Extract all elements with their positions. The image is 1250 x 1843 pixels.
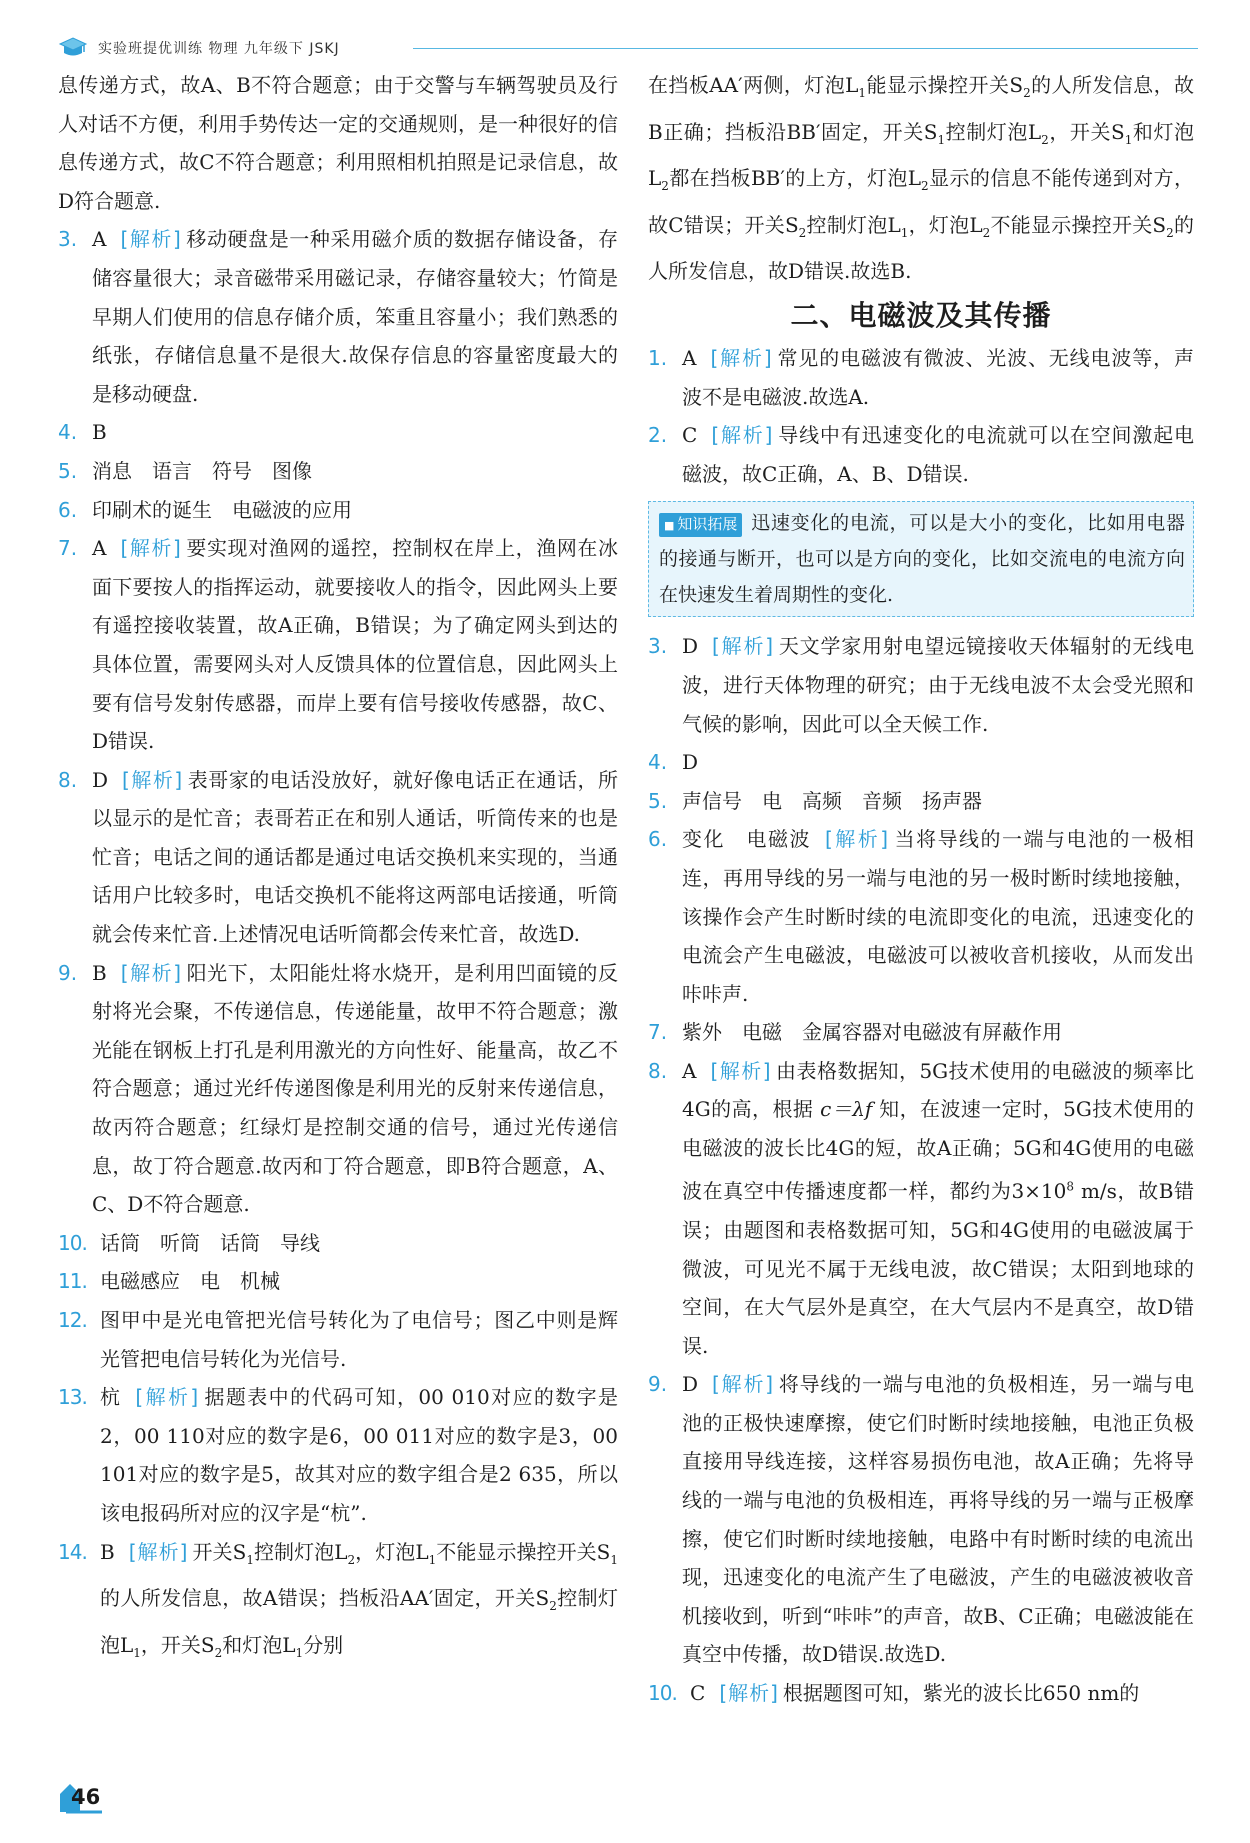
answer-item-3: [648, 627, 1194, 743]
answer-choice: A: [682, 1058, 697, 1083]
page-number-badge: [58, 1782, 108, 1814]
answer-item-1: [648, 339, 1194, 416]
item-number: 13.: [58, 1385, 87, 1410]
answer-text: 据题表中的代码可知，00 010对应的数字是2，00 110对应的数字是6，00 011对应的数字是3，00 101对应的数字是5，故其对应的数字组合是2 635，所以该电报码所对应的汉字是“杭”.: [100, 1385, 619, 1525]
item-number: 5.: [648, 788, 668, 813]
answer-choice: B: [92, 960, 107, 985]
item-number: 8.: [58, 767, 78, 792]
answer-choice: D: [682, 1372, 699, 1397]
item-number: 7.: [58, 536, 78, 561]
item-number: 9.: [58, 960, 78, 985]
analysis-tag: [解析]: [712, 1372, 775, 1397]
analysis-tag: [解析]: [120, 227, 182, 252]
analysis-tag: [解析]: [824, 827, 890, 852]
answer-item-4: [58, 413, 618, 452]
answer-item-10: [648, 1674, 1194, 1713]
answer-text: 消息 语言 符号 图像: [92, 458, 312, 483]
item-number: 9.: [648, 1372, 668, 1397]
answer-text: 开关$S_1$控制灯泡$L_2$，灯泡$L_1$不能显示操控开关$S_1$的人所发信息，故A错误；挡板沿AA′固定，开关$S_2$控制灯泡$L_1$，开关$S_2$和灯泡$L_1$分别: [100, 1539, 619, 1660]
answer-text: 根据题图可知，紫光的波长比650 nm的: [782, 1681, 1140, 1706]
answer-text: 要实现对渔网的遥控，控制权在岸上，渔网在冰面下要按人的指挥运动，就要接收人的指令，因此网头上要有遥控接收装置，故A正确，B错误；为了确定网头到达的具体位置，需要网头对人反馈具体的位置信息，因此网头上要有信号发射传感器，而岸上要有信号接收传感器，故C、D错误.: [92, 536, 619, 754]
item-number: 3.: [58, 227, 78, 252]
answer-choice: A: [682, 345, 697, 370]
analysis-tag: [解析]: [719, 1681, 779, 1706]
answer-choice: A: [92, 227, 107, 252]
tip-marker-icon: ■: [664, 519, 675, 533]
analysis-tag: [解析]: [710, 345, 773, 370]
item-number: 4.: [648, 750, 668, 775]
answer-item-5: [648, 782, 1194, 821]
item-number: 5.: [58, 458, 78, 483]
answer-item-4: [648, 743, 1194, 782]
answer-text: 将导线的一端与电池的负极相连，另一端与电池的正极快速摩擦，使它们时断时续地接触，电池正负极直接用导线连接，这样容易损伤电池，故A正确；先将导线的一端与电池的负极相连，再将导线的另一端与正极摩擦，使它们时断时续地接触，电路中有时断时续的电流出现，迅速变化的电流产生了电磁波，产生的电磁波被收音机接收到，听到“咔咔”的声音，故B、C正确；电磁波能在真空中传播，故D错误.故选D.: [682, 1372, 1194, 1667]
answer-text: 导线中有迅速变化的电流就可以在空间激起电磁波，故C正确，A、B、D错误.: [682, 423, 1195, 486]
answer-choice: D: [682, 634, 699, 659]
item-number: 3.: [648, 634, 668, 659]
continued-paragraph-right: 在挡板AA′两侧，灯泡$L_1$能显示操控开关$S_2$的人所发信息，故B正确；挡板沿BB′固定，开关$S_1$控制灯泡$L_2$，开关$S_1$和灯泡$L_2$都在挡板BB′的上方，灯泡$L_2$显示的信息不能传递到对方，故C错误；开关$S_2$控制灯泡$L_1$，灯泡$L_2$不能显示操控开关$S_2$的人所发信息，故D错误.故选B.: [648, 73, 1195, 284]
answer-text: 表哥家的电话没放好，就好像电话正在通话，所以显示的是忙音；表哥若正在和别人通话，听筒传来的也是忙音；电话之间的通话都是通过电话交换机来实现的，当通话用户比较多时，电话交换机不能将这两部电话接通，听筒就会传来忙音.上述情况电话听筒都会传来忙音，故选D.: [92, 767, 619, 947]
item-number: 8.: [648, 1058, 668, 1083]
answer-item-3: [58, 220, 618, 413]
answer-choice: A: [92, 536, 107, 561]
item-number: 1.: [648, 345, 668, 370]
analysis-tag: [解析]: [120, 960, 183, 985]
answer-text: 紫外 电磁 金属容器对电磁波有屏蔽作用: [682, 1020, 1062, 1045]
answer-text: B: [92, 420, 107, 445]
running-header: [58, 34, 1198, 64]
answer-choice: B: [100, 1539, 115, 1564]
item-number: 10.: [58, 1230, 87, 1255]
analysis-tag: [解析]: [135, 1385, 200, 1410]
header-rule: [413, 48, 1198, 49]
item-number: 4.: [58, 420, 78, 445]
analysis-tag: [解析]: [711, 423, 774, 448]
answer-item-6: [58, 491, 618, 530]
answer-text: 常见的电磁波有微波、光波、无线电波等，声波不是电磁波.故选A.: [682, 345, 1195, 409]
answer-text: 图甲中是光电管把光信号转化为了电信号；图乙中则是辉光管把电信号转化为光信号.: [100, 1308, 618, 1371]
header-title: 实验班提优训练 物理 九年级下 JSKJ: [98, 41, 340, 57]
answer-choice: C: [690, 1681, 706, 1706]
analysis-tag: [解析]: [712, 634, 775, 659]
answer-item-7: [648, 1013, 1194, 1052]
left-answer-list: [58, 220, 618, 1672]
continued-paragraph: 息传递方式，故A、B不符合题意；由于交警与车辆驾驶员及行人对话不方便，利用手势传达一定的交通规则，是一种很好的信息传递方式，故C不符合题意；利用照相机拍照是记录信息，故D符合题意.: [58, 73, 618, 213]
item-number: 6.: [648, 827, 668, 852]
answer-text: 电磁感应 电 机械: [100, 1269, 280, 1294]
formula: c＝λf: [820, 1097, 873, 1122]
answer-text: 当将导线的一端与电池的一极相连，再用导线的另一端与电池的另一极时断时续地接触，该操作会产生时断时续的电流即变化的电流，迅速变化的电流会产生电磁波，电磁波可以被收音机接收，从而发出咔咔声.: [682, 827, 1195, 1006]
answer-item-8: [58, 761, 618, 954]
answer-item-9: [58, 954, 618, 1224]
analysis-tag: [解析]: [120, 536, 182, 561]
answer-item-9: [648, 1365, 1194, 1674]
item-number: 6.: [58, 497, 78, 522]
answer-text: 移动硬盘是一种采用磁介质的数据存储设备，存储容量很大；录音磁带采用磁记录，存储容量较大；竹简是早期人们使用的信息存储介质，笨重且容量小；我们熟悉的纸张，存储信息量不是很大.故保存信息的容量密度最大的是移动硬盘.: [92, 227, 619, 406]
book-logo-icon: [58, 36, 88, 60]
answer-item-12: [58, 1301, 618, 1378]
answer-choice: 杭: [100, 1385, 122, 1410]
answer-item-8: [648, 1052, 1194, 1365]
answer-item-7: [58, 529, 618, 761]
item-number: 7.: [648, 1020, 668, 1045]
answer-text: 声信号 电 高频 音频 扬声器: [682, 788, 982, 813]
answer-choice: 变化 电磁波: [682, 827, 811, 852]
answer-text: 由表格数据知，5G技术使用的电磁波的频率比4G的高，根据 c＝λf 知，在波速一定时，5G技术使用的电磁波的波长比4G的短，故A正确；5G和4G使用的电磁波在真空中传播速度都一样，都约为$3\times 10^8$ m/s，故B错误；由题图和表格数据可知，5G和4G使用的电磁波属于微波，可见光不属于无线电波，故C错误；太阳到地球的空间，在大气层外是真空，在大气层内不是真空，故D错误.: [682, 1058, 1195, 1358]
answer-item-10: [58, 1224, 618, 1263]
answer-item-13: [58, 1378, 618, 1532]
answer-item-11: [58, 1262, 618, 1301]
answer-text: 印刷术的诞生 电磁波的应用: [92, 497, 352, 522]
answer-text: 阳光下，太阳能灶将水烧开，是利用凹面镜的反射将光会聚，不传递信息，传递能量，故甲不符合题意；激光能在钢板上打孔是利用激光的方向性好、能量高，故乙不符合题意；通过光纤传递图像是利用光的反射来传递信息，故丙符合题意；红绿灯是控制交通的信号，通过光传递信息，故丁符合题意.故丙和丁符合题意，即B符合题意，A、C、D不符合题意.: [92, 960, 619, 1217]
answer-text: 天文学家用射电望远镜接收天体辐射的无线电波，进行天体物理的研究；由于无线电波不太会受光照和气候的影响，因此可以全天候工作.: [682, 634, 1194, 736]
tip-label: ■ 知识拓展: [659, 513, 742, 537]
analysis-tag: [解析]: [122, 767, 184, 792]
answer-choice: D: [92, 767, 109, 792]
answer-text: 话筒 听筒 话筒 导线: [100, 1230, 320, 1255]
answer-text: D: [682, 750, 699, 775]
item-number: 14.: [58, 1539, 87, 1564]
item-number: 12.: [58, 1308, 87, 1332]
item-number: 11.: [58, 1269, 87, 1294]
answer-item-6: [648, 820, 1194, 1013]
item-number: 10.: [648, 1681, 677, 1706]
answer-item-2: [648, 416, 1194, 493]
answer-choice: C: [682, 423, 698, 448]
right-column: [648, 66, 1194, 1713]
analysis-tag: [解析]: [128, 1539, 189, 1564]
item-number: 2.: [648, 423, 668, 448]
left-column: [58, 66, 618, 1672]
answer-item-14: [58, 1533, 618, 1673]
tip-text: 迅速变化的电流，可以是大小的变化，比如用电器的接通与断开，也可以是方向的变化，比如交流电的电流方向在快速发生着周期性的变化.: [659, 512, 1185, 607]
page-number: 46: [71, 1785, 101, 1809]
answer-item-5: [58, 452, 618, 491]
knowledge-extension-box: [648, 501, 1194, 617]
analysis-tag: [解析]: [710, 1058, 772, 1083]
section-title: 二、电磁波及其传播: [790, 298, 1052, 332]
